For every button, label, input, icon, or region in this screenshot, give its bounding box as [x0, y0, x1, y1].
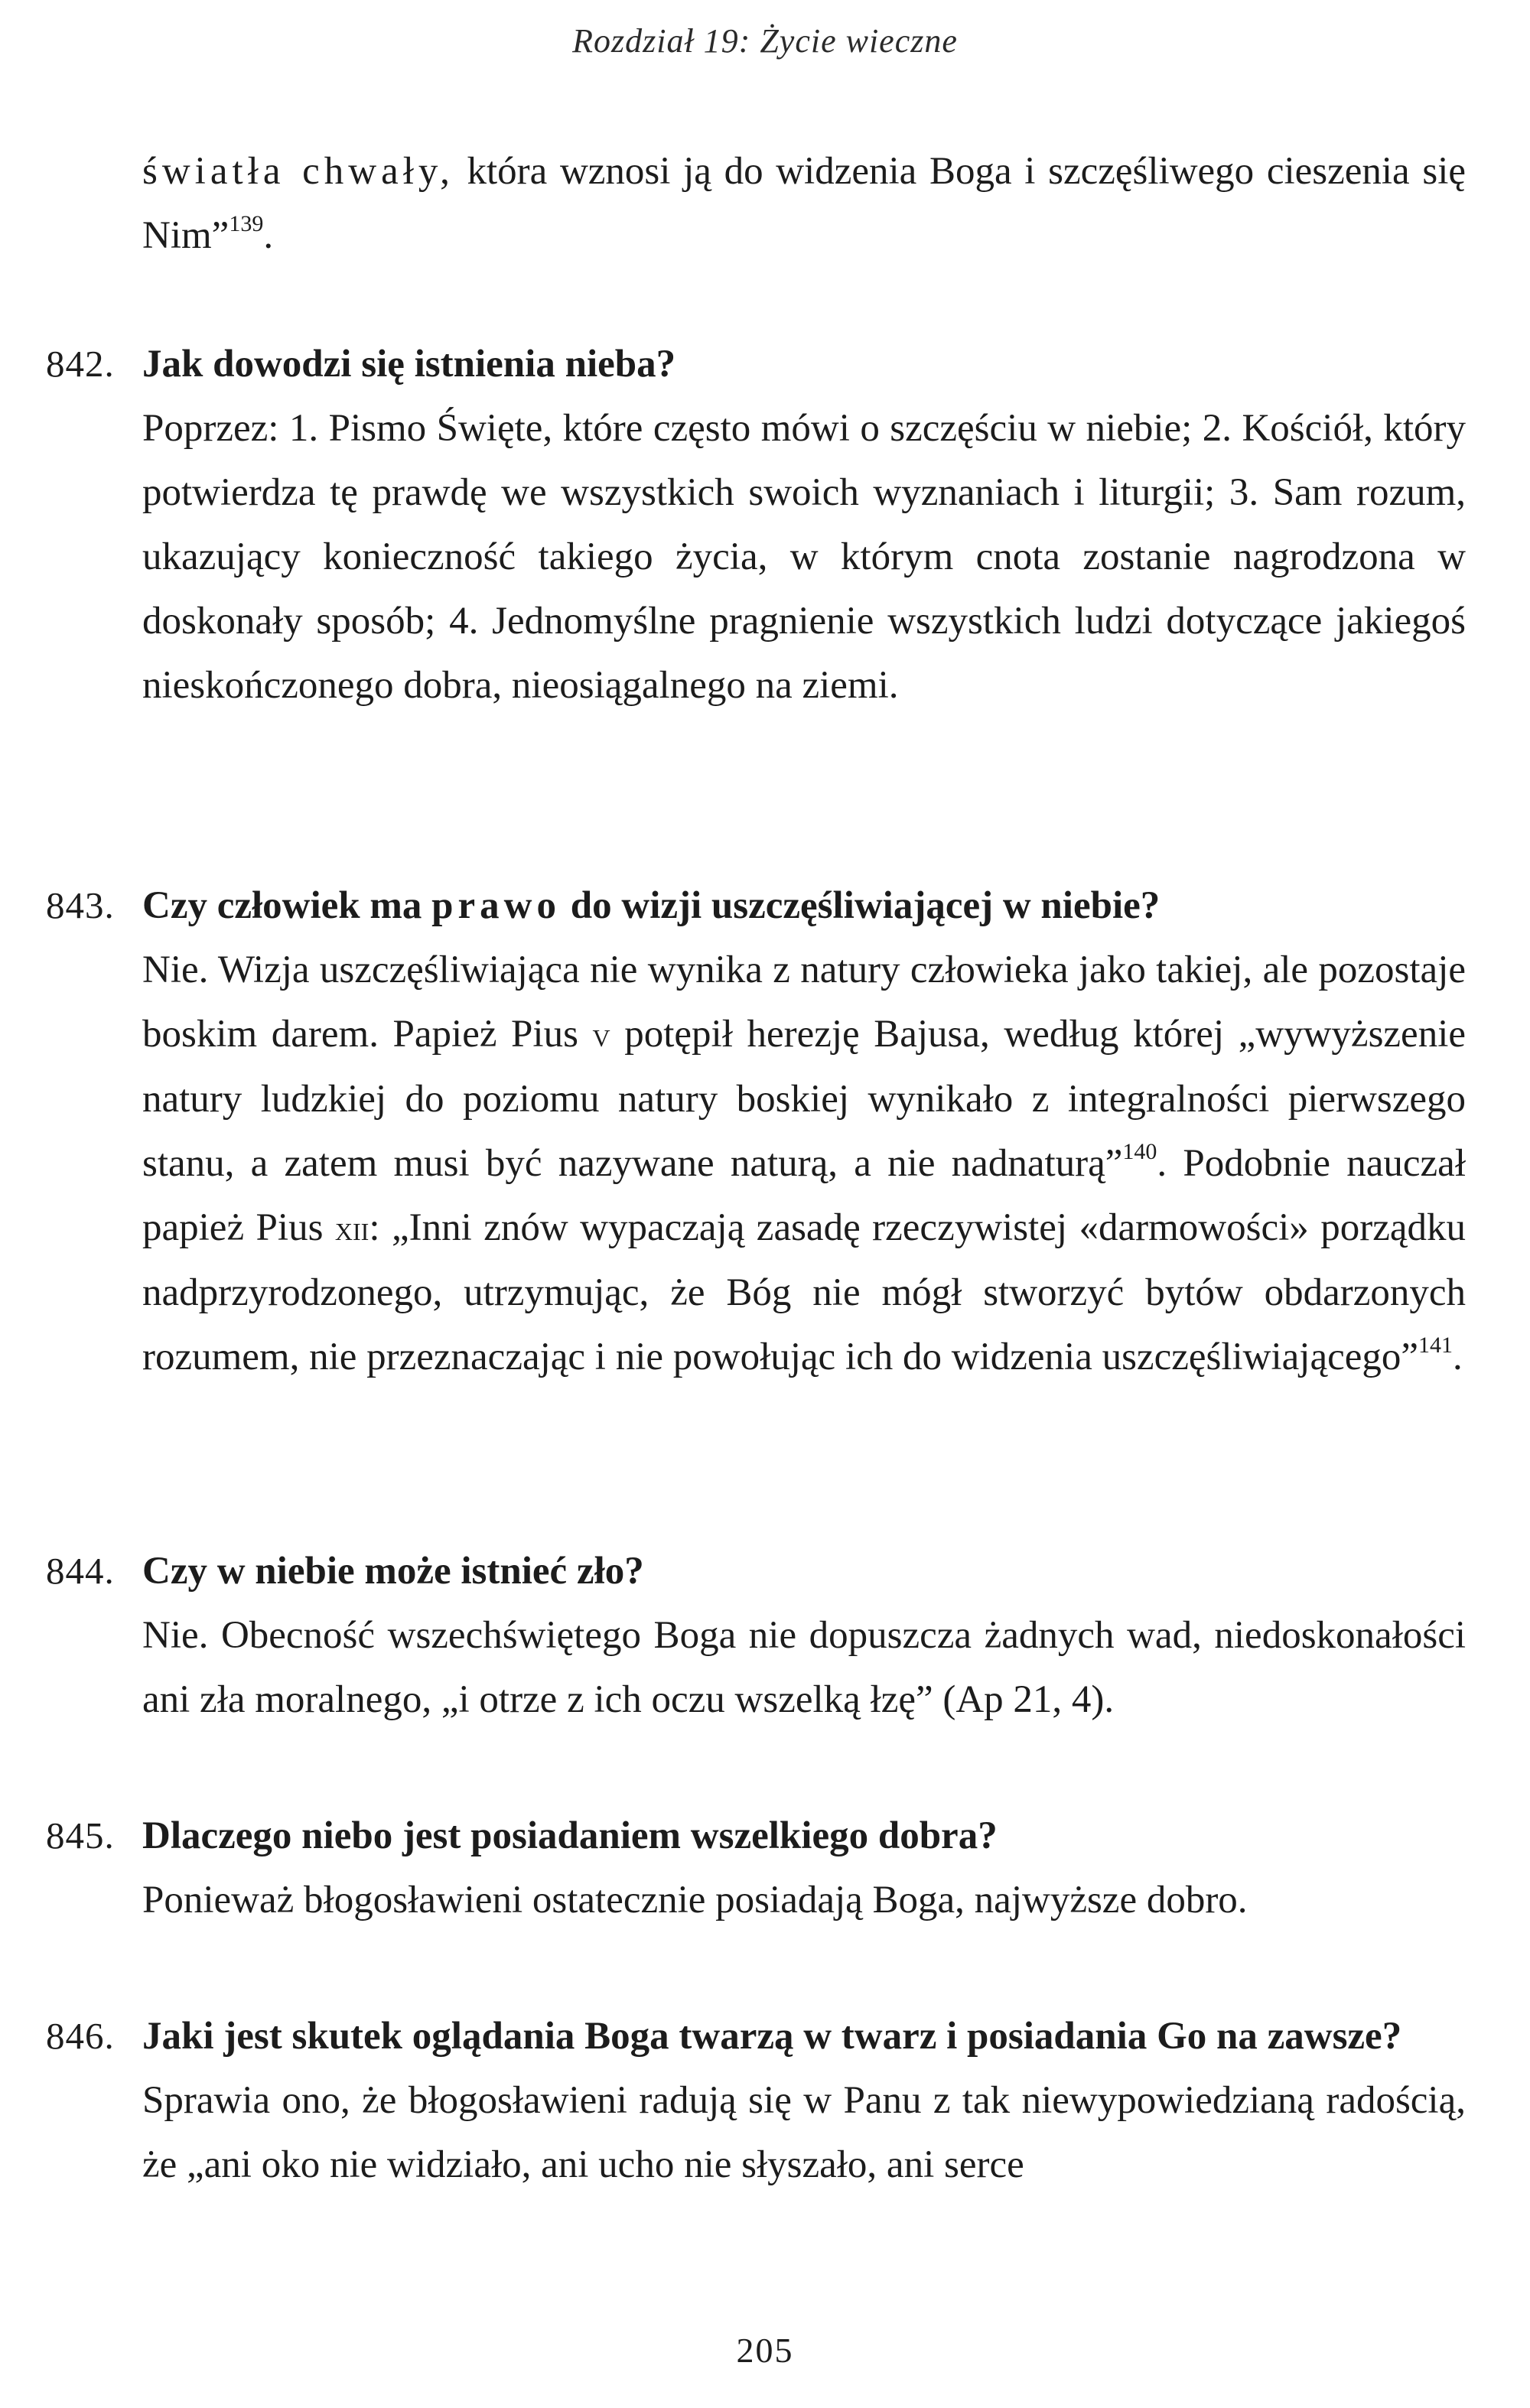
entry-number: 846. — [46, 2015, 115, 2057]
entry-846 — [46, 2004, 1466, 2197]
entry-question — [142, 874, 1466, 938]
entry-question: Jaki jest skutek oglądania Boga twarzą w twarz i posiadania Go na zawsze? — [142, 2015, 1402, 2058]
answer-text: . Podobnie nauczał papież Pius — [142, 1142, 1466, 1249]
entry-843 — [46, 874, 1466, 1389]
continuation-text: która wznosi ją do widzenia Boga i szczęśliwego cieszenia się Nim” — [142, 150, 1467, 257]
entry-number: 844. — [46, 1550, 115, 1592]
entry-844 — [46, 1539, 1466, 1732]
answer-text: . — [1453, 1336, 1463, 1378]
entry-answer: Poprzez: 1. Pismo Święte, które często mówi o szczęściu w niebie; 2. Kościół, który potwierdza tę prawdę we wszystkich swoich wyznaniach i liturgii; 3. Sam rozum, ukazujący konieczność takiego życia, w którym cnota zostanie nagrodzona w doskonały sposób; 4. Jednomyślne pragnienie wszystkich ludzi dotyczące jakiegoś nieskończonego dobra, nieosiągalnego na ziemi. — [142, 407, 1466, 707]
answer-text: potępił herezję Bajusa, według której „wywyższenie natury ludzkiej do poziomu natury boskiej wynikało z integralności pierwszego stanu, a zatem musi być nazywane naturą, a nie nadnaturą” — [142, 1013, 1466, 1185]
entry-number: 843. — [46, 884, 115, 926]
answer-text: Nie. Wizja uszczęśliwiająca nie wynika z natury człowieka jako takiej, ale pozostaje boskim darem. Papież Pius — [142, 949, 1466, 1056]
entry-question: Czy w niebie może istnieć zło? — [142, 1550, 644, 1593]
continuation-end: . — [263, 214, 274, 257]
footnote-ref: 139 — [229, 211, 264, 236]
entry-number: 842. — [46, 343, 115, 385]
spaced-text: światła chwały, — [142, 150, 454, 193]
entry-answer: Nie. Obecność wszechświętego Boga nie dopuszcza żadnych wad, niedoskonałości ani zła moralnego, „i otrze z ich oczu wszelką łzę” (Ap 21, 4). — [142, 1614, 1466, 1721]
running-head: Rozdział 19: Życie wieczne — [572, 22, 958, 60]
entry-question: Jak dowodzi się istnienia nieba? — [142, 343, 676, 386]
page-number: 205 — [736, 2331, 794, 2370]
answer-text: : „Inni znów wypaczają zasadę rzeczywistej «darmowości» porządku nadprzyrodzonego, utrzymując, że Bóg nie mógł stworzyć bytów obdarzonych rozumem, nie przeznaczając i nie powołując ich do widzenia uszczęśliwiającego” — [142, 1206, 1466, 1378]
footnote-ref: 141 — [1418, 1333, 1454, 1358]
continuation-paragraph — [142, 139, 1466, 268]
footnote-ref: 140 — [1122, 1139, 1157, 1164]
spaced-text: prawo — [431, 884, 561, 927]
entry-answer: Sprawia ono, że błogosławieni radują się w Panu z tak niewypowiedzianą radością, że „ani oko nie widziało, ani ucho nie słyszało, ani serce — [142, 2079, 1466, 2186]
question-text: do wizji uszczęśliwiającej w niebie? — [561, 884, 1161, 927]
roman-numeral: xii — [334, 1209, 369, 1248]
question-text: Czy człowiek ma — [142, 884, 432, 927]
entry-answer: Ponieważ błogosławieni ostatecznie posiadają Boga, najwyższe dobro. — [142, 1879, 1248, 1922]
entry-842 — [46, 332, 1466, 718]
entry-answer — [142, 938, 1466, 1389]
entry-845 — [46, 1804, 1466, 1932]
entry-number: 845. — [46, 1814, 115, 1856]
roman-numeral: v — [592, 1015, 610, 1054]
entry-question: Dlaczego niebo jest posiadaniem wszelkiego dobra? — [142, 1814, 998, 1857]
